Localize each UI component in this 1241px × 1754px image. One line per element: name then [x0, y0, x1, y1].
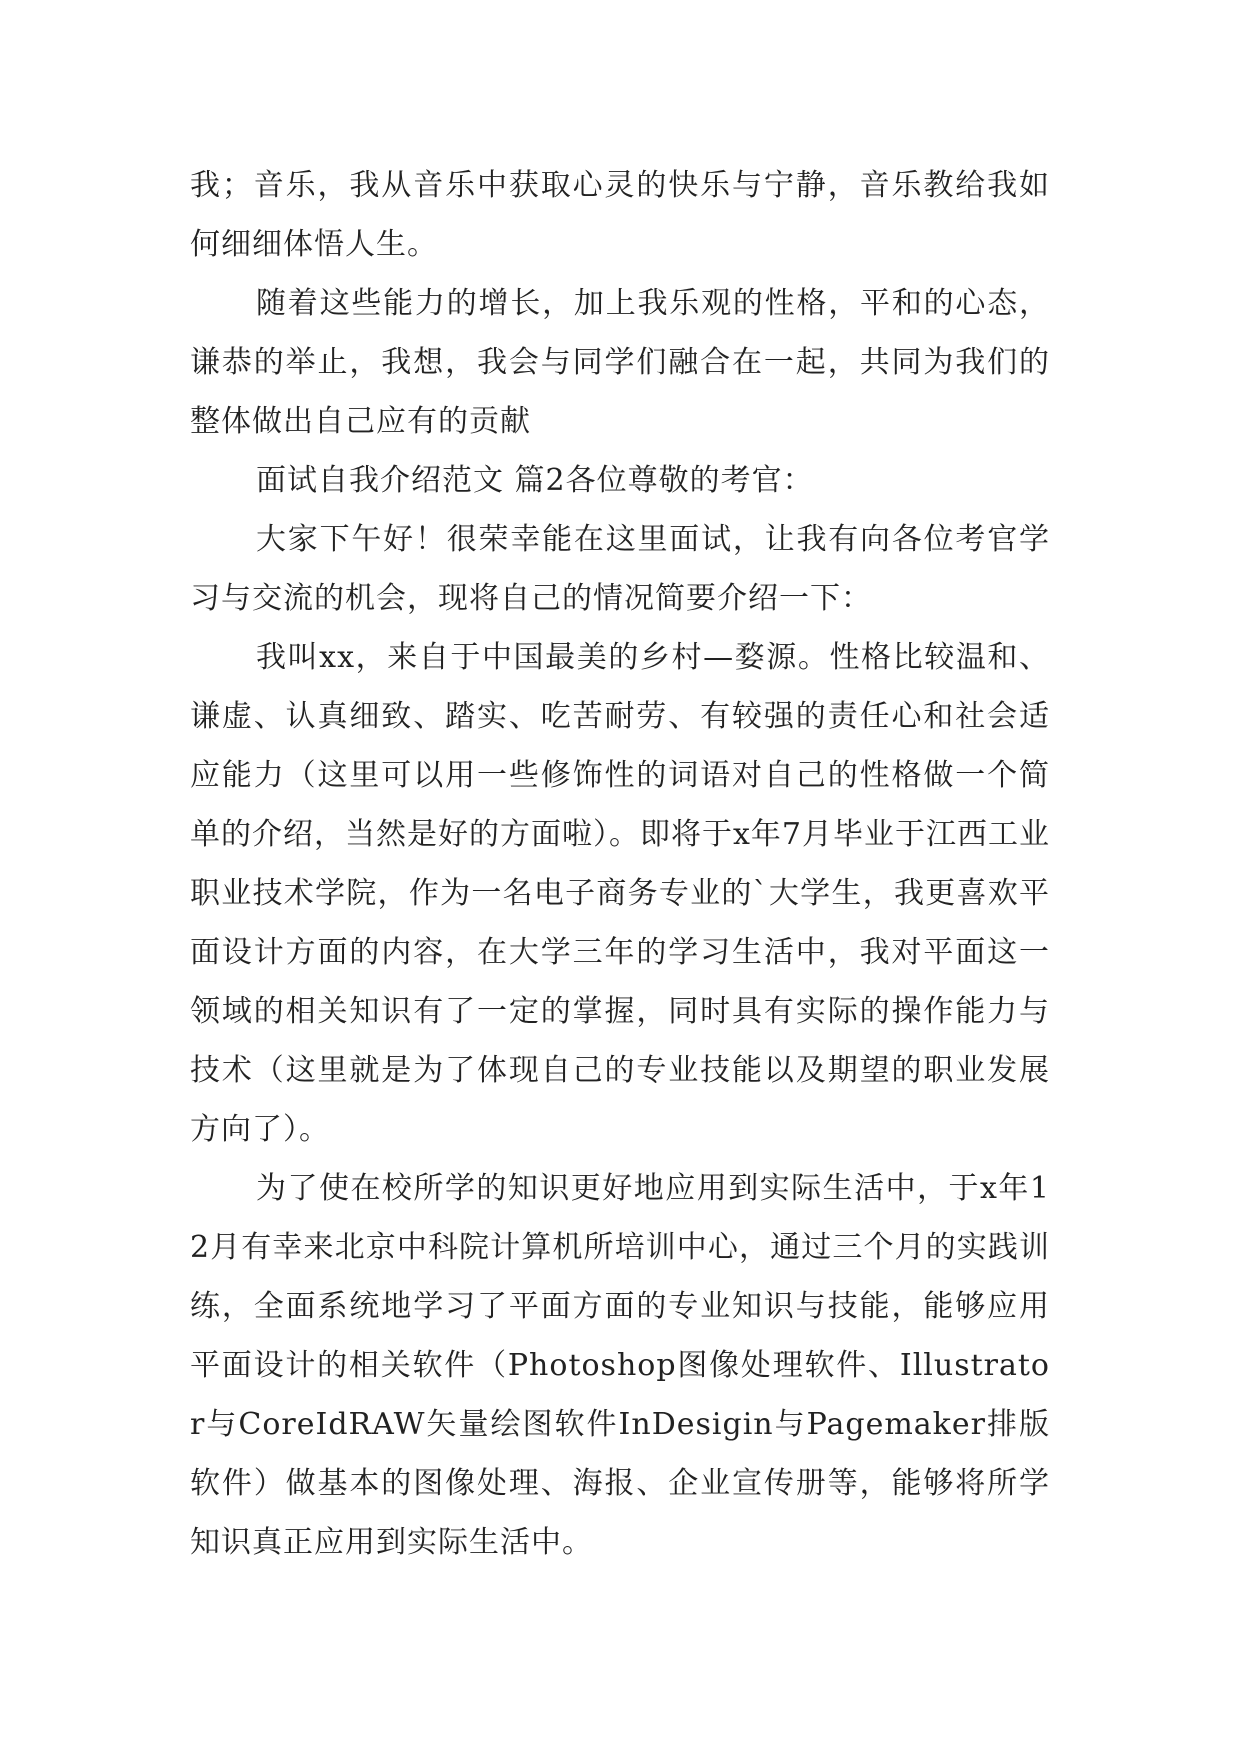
paragraph-introduction: 我叫xx，来自于中国最美的乡村—婺源。性格比较温和、谦虚、认真细致、踏实、吃苦耐劳、有较强的责任心和社会适应能力（这里可以用一些修饰性的词语对自己的性格做一个简单的介绍，当然是好的方面啦）。即将于x年7月毕业于江西工业职业技术学院，作为一名电子商务专业的`大学生，我更喜欢平面设计方面的内容，在大学三年的学习生活中，我对平面这一领域的相关知识有了一定的掌握，同时具有实际的操作能力与技术（这里就是为了体现自己的专业技能以及期望的职业发展方向了）。	[190, 640, 1051, 1147]
paragraph-abilities: 随着这些能力的增长，加上我乐观的性格，平和的心态，谦恭的举止，我想，我会与同学们融合在一起，共同为我们的整体做出自己应有的贡献	[190, 286, 1050, 439]
paragraph-greeting: 大家下午好！很荣幸能在这里面试，让我有向各位考官学习与交流的机会，现将自己的情况简要介绍一下：	[190, 522, 1050, 616]
section-heading: 面试自我介绍范文 篇2各位尊敬的考官：	[256, 463, 814, 498]
paragraph-training: 为了使在校所学的知识更好地应用到实际生活中，于x年12月有幸来北京中科院计算机所培训中心，通过三个月的实践训练，全面系统地学习了平面方面的专业知识与技能，能够应用平面设计的相关软件（Photoshop图像处理软件、Illustrator与CoreIdRAW矢量绘图软件InDesigin与Pagemaker排版软件）做基本的图像处理、海报、企业宣传册等，能够将所学知识真正应用到实际生活中。	[190, 1171, 1050, 1560]
paragraph-continuation: 我；音乐，我从音乐中获取心灵的快乐与宁静，音乐教给我如何细细体悟人生。	[190, 168, 1050, 262]
document-body	[190, 156, 1050, 1572]
